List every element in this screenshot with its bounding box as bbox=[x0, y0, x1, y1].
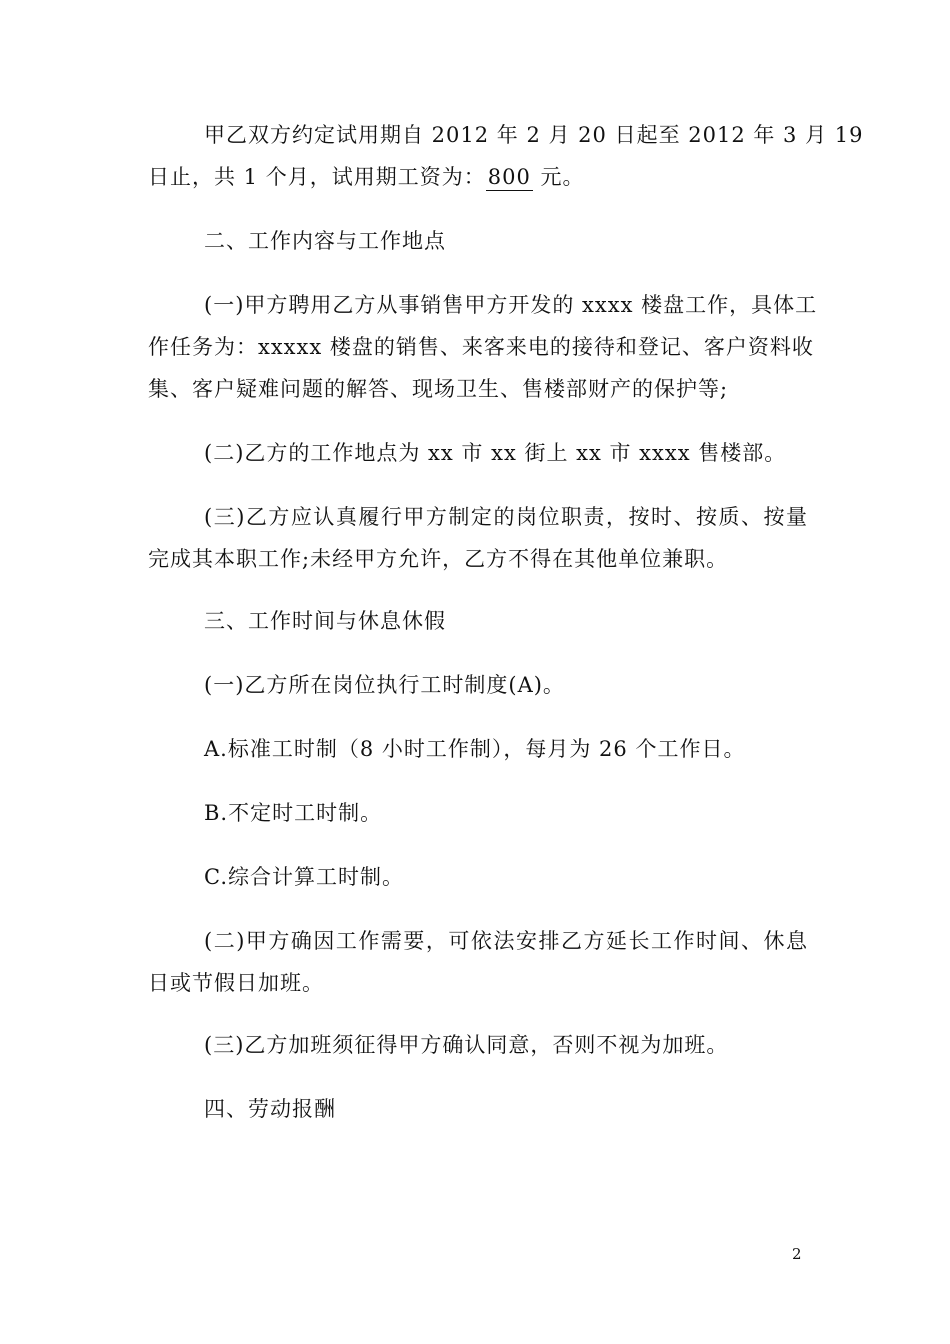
paragraph-probation-line-1: 甲乙双方约定试用期自 2012 年 2 月 20 日起至 2012 年 3 月 19 bbox=[204, 123, 864, 147]
option-a-standard-hours: A.标准工时制（8 小时工作制），每月为 26 个工作日。 bbox=[204, 737, 746, 761]
heading-remuneration: 四、劳动报酬 bbox=[204, 1097, 336, 1121]
heading-working-hours: 三、工作时间与休息休假 bbox=[204, 609, 446, 633]
page-number: 2 bbox=[792, 1245, 802, 1263]
paragraph-job-line-3: 集、客户疑难问题的解答、现场卫生、售楼部财产的保护等; bbox=[148, 377, 729, 401]
paragraph-duties-line-2: 完成其本职工作;未经甲方允许，乙方不得在其他单位兼职。 bbox=[148, 547, 729, 571]
paragraph-job-line-1: (一)甲方聘用乙方从事销售甲方开发的 xxxx 楼盘工作，具体工 bbox=[204, 293, 818, 317]
option-b-flexible-hours: B.不定时工时制。 bbox=[204, 801, 383, 825]
probation-salary-underlined: 800 bbox=[487, 165, 531, 189]
paragraph-overtime-line-1: (二)甲方确因工作需要，可依法安排乙方延长工作时间、休息 bbox=[204, 929, 808, 953]
paragraph-duties-line-1: (三)乙方应认真履行甲方制定的岗位职责，按时、按质、按量 bbox=[204, 505, 808, 529]
probation-text-end: 元。 bbox=[532, 165, 585, 189]
paragraph-workplace: (二)乙方的工作地点为 xx 市 xx 街上 xx 市 xxxx 售楼部。 bbox=[204, 441, 787, 465]
paragraph-probation-line-2 bbox=[148, 162, 808, 192]
paragraph-overtime-line-2: 日或节假日加班。 bbox=[148, 971, 324, 995]
probation-text: 日止，共 1 个月，试用期工资为： bbox=[148, 165, 486, 189]
paragraph-job-line-2: 作任务为：xxxxx 楼盘的销售、来客来电的接待和登记、客户资料收 bbox=[148, 335, 814, 359]
option-c-comprehensive-hours: C.综合计算工时制。 bbox=[204, 865, 404, 889]
heading-work-content: 二、工作内容与工作地点 bbox=[204, 229, 446, 253]
paragraph-overtime-approval: (三)乙方加班须征得甲方确认同意，否则不视为加班。 bbox=[204, 1033, 729, 1057]
paragraph-hours-system: (一)乙方所在岗位执行工时制度(A)。 bbox=[204, 673, 565, 697]
